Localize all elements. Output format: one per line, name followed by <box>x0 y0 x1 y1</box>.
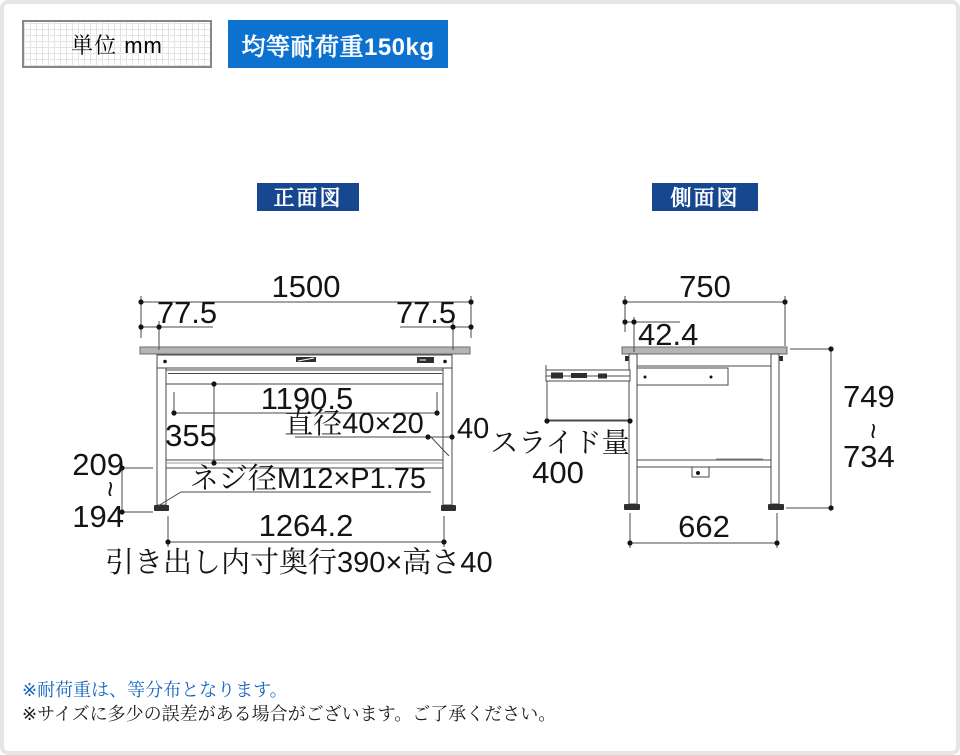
footnotes <box>22 678 556 726</box>
side-view-title-label: 側面図 <box>670 187 740 210</box>
crossbar-bracket-screw <box>696 471 700 475</box>
dim-height-min-value: 734 <box>843 439 895 474</box>
unit-label: 単位 mm <box>71 32 163 58</box>
label-pipe-size-text: 直径40×20 <box>284 408 424 440</box>
dim-slide-amount <box>490 418 632 490</box>
dim-front-width-value: 1500 <box>271 269 341 304</box>
dim-left-inset-value: 77.5 <box>156 295 218 330</box>
drawer-side-body <box>637 368 728 385</box>
dim-foot-tilde: ~ <box>95 480 126 498</box>
dim-foot-max-value: 209 <box>72 447 124 482</box>
drawer-rivet-right <box>710 376 713 379</box>
side-view-drawing <box>490 269 894 548</box>
extended-drawer <box>546 365 630 420</box>
dim-foot-min-value: 194 <box>72 499 124 534</box>
side-crossbar <box>637 460 771 467</box>
dim-leg-width-value: 40 <box>457 413 490 445</box>
front-view-title-label: 正面図 <box>273 187 343 210</box>
side-right-foot <box>768 504 784 510</box>
dim-leg-span-side <box>627 509 779 548</box>
note-load-distribution: ※耐荷重は、等分布となります。 <box>22 680 288 700</box>
dim-top-inset <box>622 317 698 352</box>
dim-height-max-value: 749 <box>843 379 895 414</box>
screw-right <box>443 360 447 364</box>
dim-left-inset <box>138 295 217 350</box>
dim-slide-value: 400 <box>532 455 584 490</box>
front-view-drawing <box>72 269 492 579</box>
label-screw <box>158 462 431 506</box>
label-screw-text: ネジ径M12×P1.75 <box>189 463 427 495</box>
tabletop-front <box>140 347 470 354</box>
dim-inner-width-value: 1190.5 <box>260 381 354 416</box>
dim-leg-width <box>425 413 489 445</box>
front-right-foot <box>441 505 456 511</box>
side-left-bracket <box>625 356 629 361</box>
dim-leg-span-front <box>165 508 446 547</box>
dim-height-tilde: ~ <box>858 422 889 440</box>
dim-leg-span-front-value: 1264.2 <box>258 508 354 543</box>
load-capacity-label: 均等耐荷重150kg <box>241 33 435 61</box>
drawer-rivet-left <box>644 376 647 379</box>
side-right-leg <box>771 354 779 504</box>
dimension-drawing <box>4 4 956 751</box>
side-left-foot <box>624 504 640 510</box>
crossbar-bracket <box>692 467 709 477</box>
label-pipe-size <box>284 407 449 456</box>
dim-under-clearance <box>165 381 217 465</box>
screw-left <box>163 360 167 364</box>
dim-under-clearance-value: 355 <box>165 418 217 453</box>
label-drawer-inner-text: 引き出し内寸奥行390×高さ40 <box>105 547 493 579</box>
dim-depth-value: 750 <box>679 269 731 304</box>
dim-right-inset <box>396 295 474 350</box>
side-right-bracket <box>779 356 783 361</box>
dim-leg-span-side-value: 662 <box>678 509 730 544</box>
note-size-tolerance: ※サイズに多少の誤差がある場合がございます。ご了承ください。 <box>22 704 557 724</box>
dim-height-range <box>786 346 895 510</box>
dim-right-inset-value: 77.5 <box>395 295 457 330</box>
dim-top-inset-value: 42.4 <box>638 317 699 352</box>
dim-foot-adjust-range <box>72 447 153 534</box>
front-left-foot <box>154 505 169 511</box>
label-slide-text: スライド量 <box>490 427 630 458</box>
